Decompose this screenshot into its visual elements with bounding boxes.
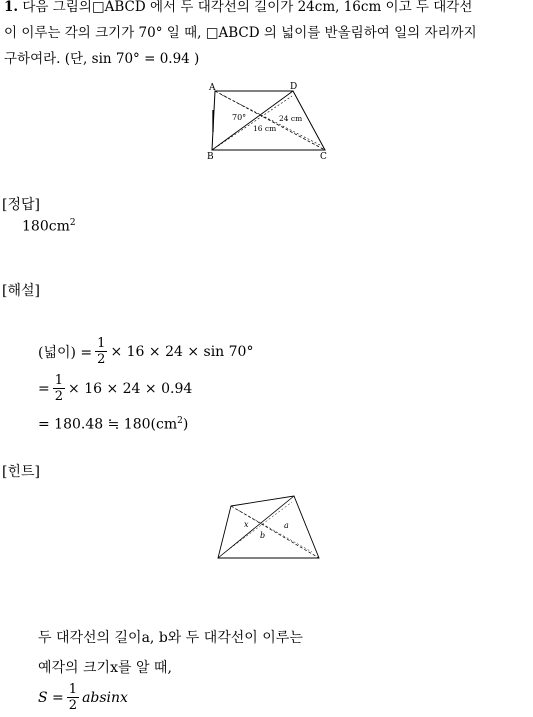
diagonal-long-label: 24 cm bbox=[279, 114, 303, 123]
hint-formula: S = $\frac{1}{2}$ absinx bbox=[38, 682, 128, 713]
question-line-3: 구하여라. (단, sin 70° = 0.94 ) bbox=[4, 51, 200, 67]
quadrilateral-figure bbox=[200, 80, 340, 164]
hint-label-b: b bbox=[260, 531, 266, 540]
question-number: 1. bbox=[4, 0, 19, 15]
hint-header: [힌트] bbox=[2, 464, 40, 480]
diagonal-short-label: 16 cm bbox=[253, 124, 277, 133]
hint-quadrilateral-figure bbox=[212, 492, 324, 564]
fraction-half: $\frac{1}{2}$ bbox=[68, 682, 78, 713]
fraction-half: $\frac{1}{2}$ bbox=[54, 373, 64, 404]
answer-value: $180cm^2$ bbox=[22, 218, 76, 235]
label-a: A bbox=[209, 83, 216, 93]
angle-label: 70° bbox=[232, 113, 247, 122]
label-b: B bbox=[207, 152, 214, 162]
label-c: C bbox=[320, 152, 327, 162]
label-d: D bbox=[290, 82, 298, 92]
explanation-line-1: (넓이) = $\frac{1}{2}$ × 16 × 24 × sin 70° bbox=[38, 336, 254, 367]
hint-label-a: a bbox=[284, 521, 289, 530]
question-line-2: 이 이루는 각의 크기가 70° 일 때, □ABCD 의 넓이를 반올림하여 일의 자리까지 bbox=[4, 25, 477, 41]
hint-line-2: 예각의 크기x를 알 때, bbox=[38, 660, 172, 676]
question-text-1: 다음 그림의□ABCD 에서 두 대각선의 길이가 24cm, 16cm 이고 두 대각선 bbox=[22, 0, 473, 15]
explanation-line-2: = $\frac{1}{2}$ × 16 × 24 × 0.94 bbox=[38, 373, 193, 404]
answer-header: [정답] bbox=[2, 197, 40, 213]
explanation-header: [해설] bbox=[2, 283, 40, 299]
explanation-line-3: = 180.48 ≒ $180(cm^2)$ bbox=[38, 416, 189, 433]
hint-line-1: 두 대각선의 길이a, b와 두 대각선이 이루는 bbox=[38, 630, 303, 646]
fraction-half: $\frac{1}{2}$ bbox=[97, 336, 106, 367]
question-line-1 bbox=[4, 0, 472, 21]
hint-label-x: x bbox=[244, 520, 249, 529]
